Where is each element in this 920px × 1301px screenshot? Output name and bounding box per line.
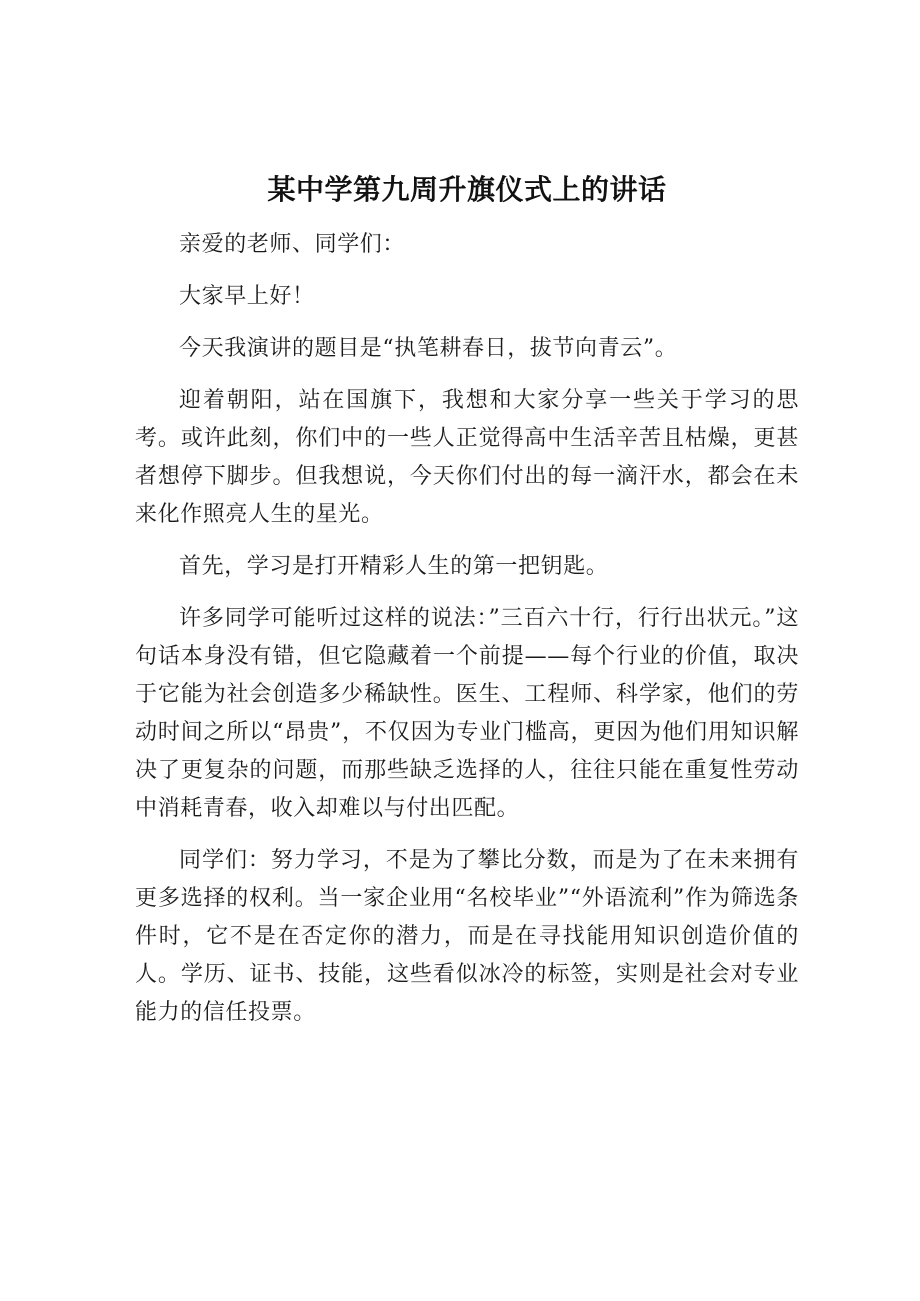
paragraph-choices: 同学们：努力学习，不是为了攀比分数，而是为了在未来拥有更多选择的权利。当一家企业用“名校毕业”“外语流利”作为筛选条件时，它不是在否定你的潜力，而是在寻找能用知识创造价值的人。学历、证书、技能，这些看似冰冷的标签，实则是社会对专业能力的信任投票。: [135, 848, 799, 1025]
paragraph-point-one: 首先，学习是打开精彩人生的第一把钥匙。: [179, 554, 609, 579]
document-page: [135, 168, 799, 1046]
paragraph-topic: 今天我演讲的题目是“执笔耕春日，拔节向青云”。: [179, 336, 678, 361]
paragraph-good-morning: 大家早上好！: [179, 284, 315, 309]
document-title: 某中学第九周升旗仪式上的讲话: [267, 173, 667, 206]
paragraph-greeting: 亲爱的老师、同学们：: [179, 232, 406, 257]
paragraph-intro: 迎着朝阳，站在国旗下，我想和大家分享一些关于学习的思考。或许此刻，你们中的一些人正觉得高中生活辛苦且枯燥，更甚者想停下脚步。但我想说，今天你们付出的每一滴汗水，都会在未来化作照亮人生的星光。: [135, 388, 799, 527]
paragraph-professions: 许多同学可能听过这样的说法：”三百六十行，行行出状元。”这句话本身没有错，但它隐藏着一个前提——每个行业的价值，取决于它能为社会创造多少稀缺性。医生、工程师、科学家，他们的劳动时间之所以“昂贵”，不仅因为专业门槛高，更因为他们用知识解决了更复杂的问题，而那些缺乏选择的人，往往只能在重复性劳动中消耗青春，收入却难以与付出匹配。: [135, 606, 799, 821]
